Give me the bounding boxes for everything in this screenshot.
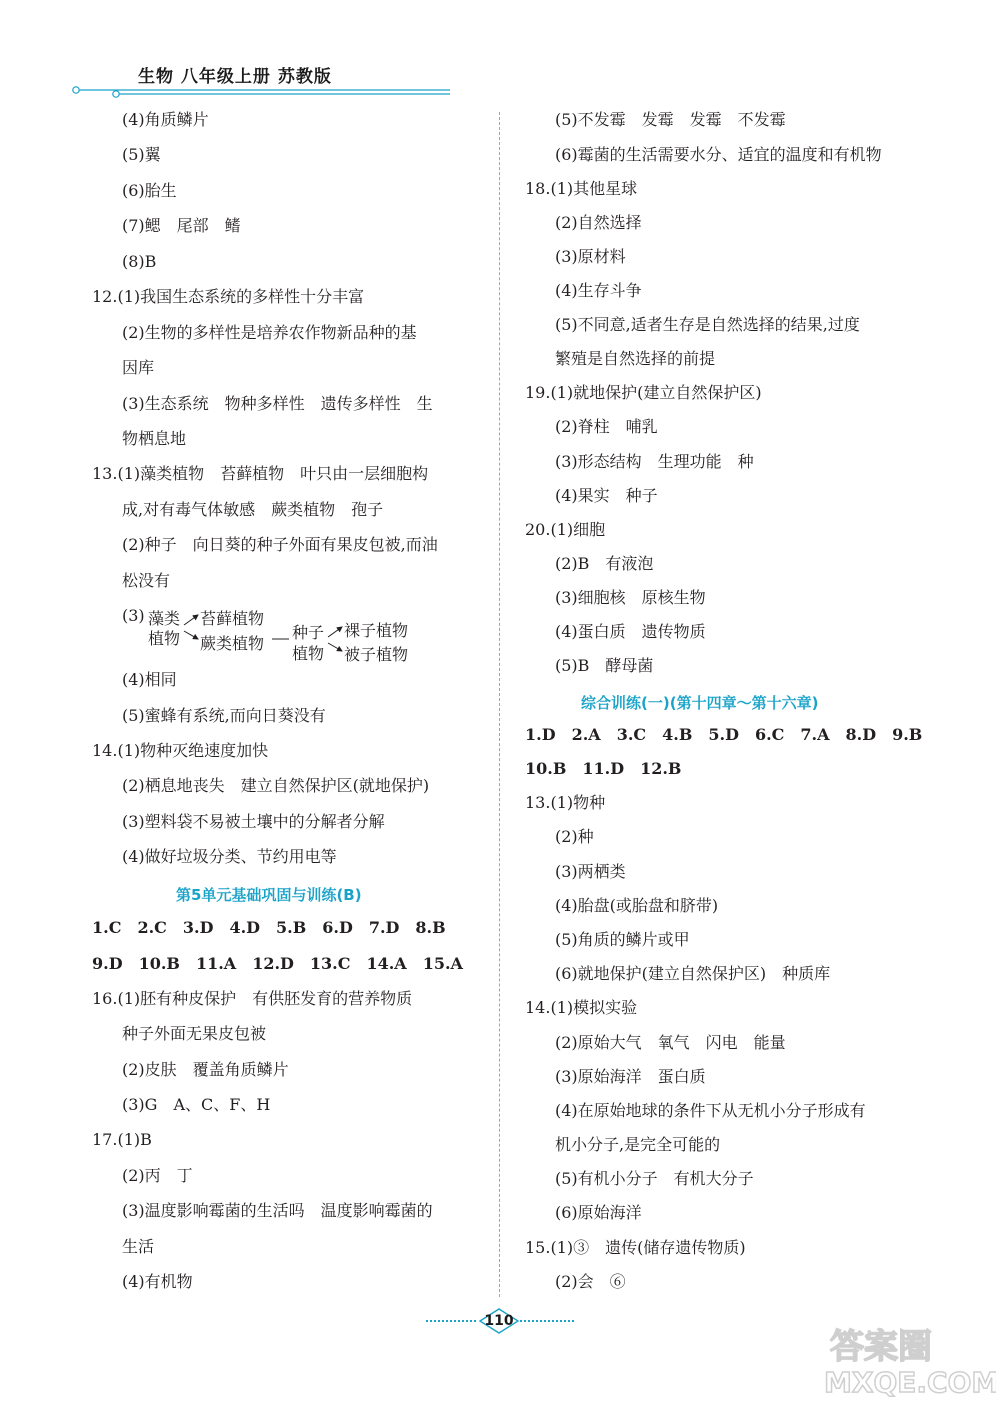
answer-line: (3)塑料袋不易被土壤中的分解者分解 xyxy=(122,812,385,831)
site-watermark xyxy=(818,1318,996,1398)
answer-line: 生活 xyxy=(122,1237,155,1256)
multiple-choice-answers: 10.B 11.D 12.B xyxy=(525,759,682,778)
answer-line: (2)B 有液泡 xyxy=(555,554,654,573)
answer-line: (2)脊柱 哺乳 xyxy=(555,417,658,436)
answer-line: (6)胎生 xyxy=(122,181,177,200)
answer-line: (2)生物的多样性是培养农作物新品种的基 xyxy=(122,323,417,342)
answer-line: (5)不同意,适者生存是自然选择的结果,过度 xyxy=(555,315,860,334)
answer-line: 17.(1)B xyxy=(92,1130,152,1149)
answer-line: 繁殖是自然选择的前提 xyxy=(555,349,716,368)
diagram-node: 藻类 xyxy=(148,609,181,628)
answer-line: (5)不发霉 发霉 发霉 不发霉 xyxy=(555,110,786,129)
answer-line: 18.(1)其他星球 xyxy=(525,179,638,198)
column-divider xyxy=(499,112,500,1297)
answer-line: (4)蛋白质 遗传物质 xyxy=(555,622,706,641)
answer-line: (2)种子 向日葵的种子外面有果皮包被,而油 xyxy=(122,535,438,554)
answer-line: (4)胎盘(或胎盘和脐带) xyxy=(555,896,719,915)
answer-line: 14.(1)物种灭绝速度加快 xyxy=(92,741,269,760)
answer-line: (2)种 xyxy=(555,827,594,846)
answer-line: 16.(1)胚有种皮保护 有供胚发育的营养物质 xyxy=(92,989,413,1008)
answer-line: (4)有机物 xyxy=(122,1272,193,1291)
watermark-top-text: 答案圈 xyxy=(830,1327,932,1367)
diagram-node: 植物 xyxy=(148,629,181,648)
answer-line: 20.(1)细胞 xyxy=(525,520,606,539)
answer-line: 种子外面无果皮包被 xyxy=(122,1024,267,1043)
diagram-arrows xyxy=(122,603,482,665)
answer-line: (4)生存斗争 xyxy=(555,281,642,300)
diagram-node: 种子 xyxy=(292,623,325,642)
answer-line: (5)翼 xyxy=(122,145,161,164)
answer-line: 13.(1)藻类植物 苔藓植物 叶只由一层细胞构 xyxy=(92,464,429,483)
answer-line: (3)形态结构 生理功能 种 xyxy=(555,452,754,471)
answer-line: (4)做好垃圾分类、节约用电等 xyxy=(122,847,337,866)
answer-line: (7)鳃 尾部 鳍 xyxy=(122,216,241,235)
answer-line: (8)B xyxy=(122,252,157,271)
answer-line: (2)皮肤 覆盖角质鳞片 xyxy=(122,1060,289,1079)
answer-line: (3)细胞核 原核生物 xyxy=(555,588,706,607)
answer-line: (2)会 ⑥ xyxy=(555,1272,626,1291)
answer-line: 物栖息地 xyxy=(122,429,187,448)
book-title: 生物 八年级上册 苏教版 xyxy=(138,67,332,87)
page-footer xyxy=(420,1306,580,1336)
answer-line: (2)栖息地丧失 建立自然保护区(就地保护) xyxy=(122,776,430,795)
section-heading: 综合训练(一)(第十四章～第十六章) xyxy=(581,694,819,712)
answer-line: 14.(1)模拟实验 xyxy=(525,998,638,1017)
answer-line: 因库 xyxy=(122,358,155,377)
answer-line: (3)G A、C、F、H xyxy=(122,1095,271,1114)
answer-line: (6)原始海洋 xyxy=(555,1203,642,1222)
answer-line: (3)生态系统 物种多样性 遗传多样性 生 xyxy=(122,394,433,413)
answer-line: (3)原材料 xyxy=(555,247,626,266)
answer-line: 13.(1)物种 xyxy=(525,793,606,812)
answer-line: (5)角质的鳞片或甲 xyxy=(555,930,690,949)
answer-line: (2)丙 丁 xyxy=(122,1166,193,1185)
answer-line: 机小分子,是完全可能的 xyxy=(555,1135,721,1154)
answer-line: (6)霉菌的生活需要水分、适宜的温度和有机物 xyxy=(555,145,882,164)
answer-line: (4)角质鳞片 xyxy=(122,110,209,129)
diagram-node: 苔藓植物 xyxy=(200,609,265,628)
diagram-label: (3) xyxy=(122,606,145,625)
answer-line: 19.(1)就地保护(建立自然保护区) xyxy=(525,383,762,402)
diagram-node: 被子植物 xyxy=(344,645,409,664)
multiple-choice-answers: 9.D 10.B 11.A 12.D 13.C 14.A 15.A xyxy=(92,954,463,973)
answer-line: 成,对有毒气体敏感 蕨类植物 孢子 xyxy=(122,500,384,519)
answer-line: (5)蜜蜂有系统,而向日葵没有 xyxy=(122,706,326,725)
multiple-choice-answers: 1.D 2.A 3.C 4.B 5.D 6.C 7.A 8.D 9.B xyxy=(525,725,923,744)
answer-line: (3)原始海洋 蛋白质 xyxy=(555,1067,706,1086)
answer-line: (4)在原始地球的条件下从无机小分子形成有 xyxy=(555,1101,866,1120)
answer-line: (2)原始大气 氧气 闪电 能量 xyxy=(555,1033,786,1052)
diagram-node: 裸子植物 xyxy=(344,621,409,640)
header-ornament xyxy=(72,86,450,98)
multiple-choice-answers: 1.C 2.C 3.D 4.D 5.B 6.D 7.D 8.B xyxy=(92,918,446,937)
answer-line: 松没有 xyxy=(122,571,171,590)
answer-line: (2)自然选择 xyxy=(555,213,642,232)
answer-line: (4)相同 xyxy=(122,670,177,689)
section-heading: 第5单元基础巩固与训练(B) xyxy=(176,886,362,904)
answer-line: (6)就地保护(建立自然保护区) 种质库 xyxy=(555,964,831,983)
answer-line: (4)果实 种子 xyxy=(555,486,658,505)
watermark-logo xyxy=(818,1318,996,1398)
answer-line: (5)B 酵母菌 xyxy=(555,656,654,675)
page-number: 110 xyxy=(484,1313,514,1329)
diagram-node: 植物 xyxy=(292,644,325,663)
watermark-bottom-text: MXQE.COM xyxy=(824,1366,996,1398)
answer-line: 15.(1)③ 遗传(储存遗传物质) xyxy=(525,1238,746,1257)
answer-line: 12.(1)我国生态系统的多样性十分丰富 xyxy=(92,287,365,306)
answer-line: (3)两栖类 xyxy=(555,862,626,881)
plant-classification-diagram xyxy=(122,603,482,665)
answer-line: (5)有机小分子 有机大分子 xyxy=(555,1169,754,1188)
diagram-node: 蕨类植物 xyxy=(200,634,265,653)
answer-line: (3)温度影响霉菌的生活吗 温度影响霉菌的 xyxy=(122,1201,433,1220)
